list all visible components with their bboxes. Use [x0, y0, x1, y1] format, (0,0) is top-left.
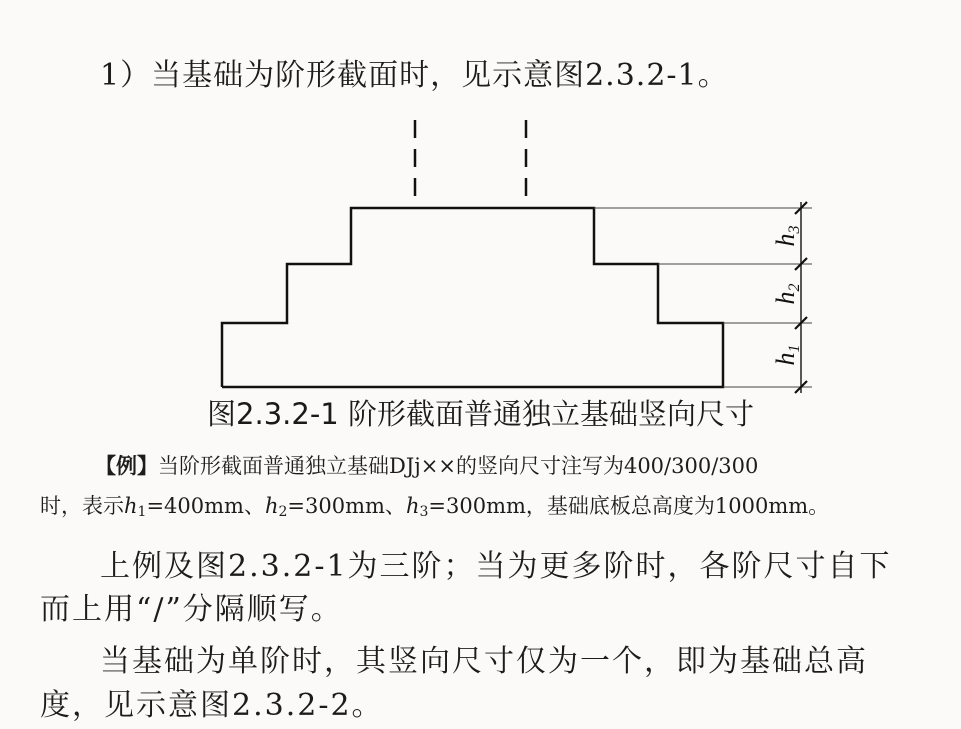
var-h2: h [264, 494, 279, 518]
example-text: 当阶形截面普通独立基础DJj××的竖向尺寸注写为400/300/300 [158, 454, 759, 478]
value-h1: =400mm、 [146, 494, 265, 518]
example-line-2 [40, 490, 829, 520]
example-prefix: 时，表示 [40, 494, 124, 518]
var-h3: h [405, 494, 420, 518]
label-h3: h3 [771, 225, 803, 247]
foundation-outline [222, 208, 723, 387]
value-h2: =300mm、 [287, 494, 406, 518]
label-h2: h2 [771, 283, 803, 305]
example-line-1 [95, 450, 758, 480]
sub-h3: 3 [419, 504, 429, 520]
sub-h1: 1 [137, 504, 147, 520]
value-h3: =300mm，基础底板总高度为1000mm。 [428, 494, 830, 518]
sub-h2: 2 [278, 504, 288, 520]
paragraph-3-line-1: 当基础为单阶时，其竖向尺寸仅为一个，即为基础总高 [100, 644, 868, 679]
label-h1: h1 [771, 344, 803, 366]
var-h1: h [124, 494, 138, 518]
example-tag: 【例】 [95, 453, 158, 478]
intro-paragraph: 1）当基础为阶形截面时，见示意图2.3.2-1。 [100, 58, 729, 93]
paragraph-2-line-2: 而上用“/”分隔顺写。 [40, 592, 343, 627]
stepped-foundation-figure [200, 110, 840, 395]
figure-caption: 图2.3.2-1 阶形截面普通独立基础竖向尺寸 [207, 397, 754, 431]
paragraph-2-line-1: 上例及图2.3.2-1为三阶；当为更多阶时，各阶尺寸自下 [100, 549, 892, 584]
paragraph-3-line-2: 度，见示意图2.3.2-2。 [40, 688, 384, 723]
